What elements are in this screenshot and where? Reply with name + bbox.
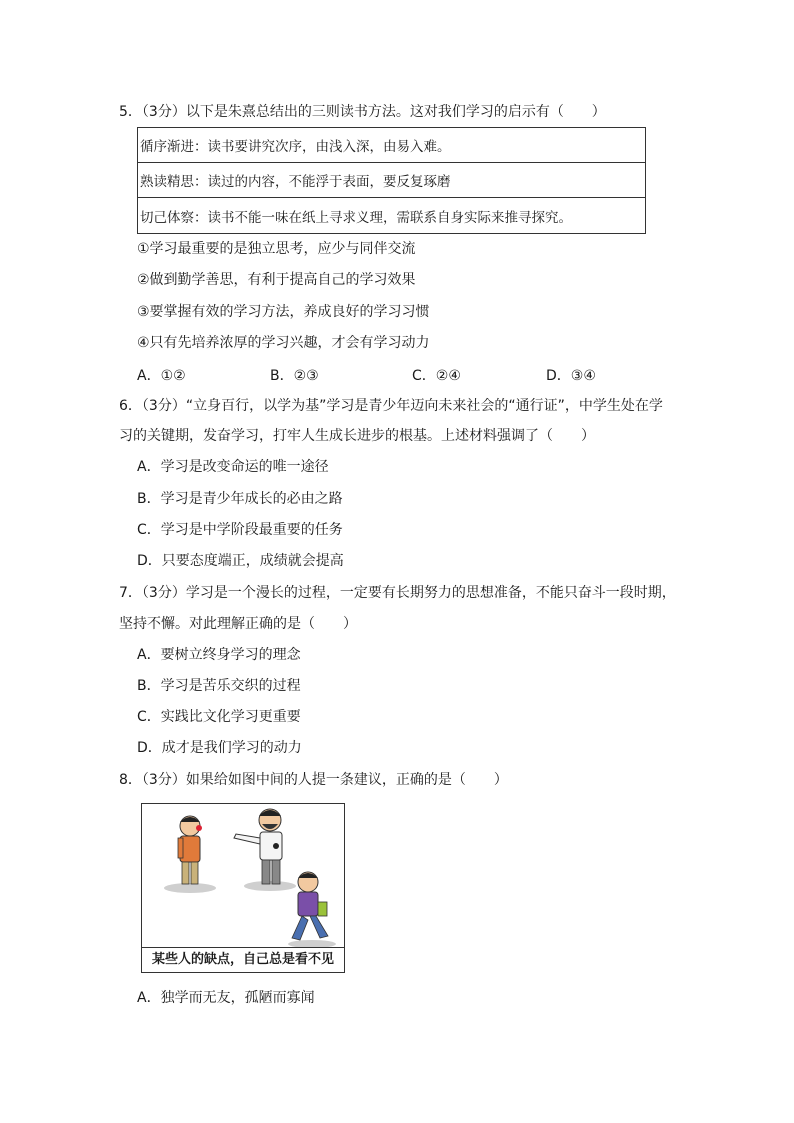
table-row: 熟读精思：读过的内容，不能浮于表面，要反复琢磨 [138, 163, 645, 198]
q5-option-d[interactable]: D．③④ [546, 368, 596, 384]
q7-stem-line1: 7．（3分）学习是一个漫长的过程，一定要有长期努力的思想准备，不能只奋斗一段时期， [119, 585, 676, 601]
q5-option-c[interactable]: C．②④ [412, 368, 461, 384]
q8-stem: 8．（3分）如果给如图中间的人提一条建议，正确的是（ ） [119, 772, 508, 788]
q5-stem: 5．（3分）以下是朱熹总结出的三则读书方法。这对我们学习的启示有（ ） [119, 104, 606, 120]
q5-item-1: ①学习最重要的是独立思考，应少与同伴交流 [137, 241, 416, 257]
table-row: 循序渐进：读书要讲究次序，由浅入深，由易入难。 [138, 128, 645, 163]
q6-option-b[interactable]: B．学习是青少年成长的必由之路 [137, 491, 343, 507]
q5-reading-methods-table [137, 127, 646, 234]
cartoon-caption: 某些人的缺点，自己总是看不见 [142, 947, 344, 972]
q5-option-a[interactable]: A．①② [137, 368, 186, 384]
q8-cartoon-image [141, 803, 345, 973]
q7-option-a[interactable]: A．要树立终身学习的理念 [137, 647, 301, 663]
q5-item-3: ③要掌握有效的学习方法，养成良好的学习习惯 [137, 304, 430, 320]
cartoon-illustration [142, 804, 344, 948]
q6-option-c[interactable]: C．学习是中学阶段最重要的任务 [137, 522, 343, 538]
q6-stem-line2: 习的关键期，发奋学习，打牢人生成长进步的根基。上述材料强调了（ ） [119, 428, 595, 444]
q8-option-a[interactable]: A．独学而无友，孤陋而寡闻 [137, 990, 315, 1006]
q6-stem-line1: 6．（3分）“立身百行，以学为基”学习是青少年迈向未来社会的“通行证”，中学生处在学 [119, 398, 663, 414]
q5-item-2: ②做到勤学善思，有利于提高自己的学习效果 [137, 272, 416, 288]
q6-option-d[interactable]: D．只要态度端正，成绩就会提高 [137, 553, 344, 569]
q7-stem-line2: 坚持不懈。对此理解正确的是（ ） [119, 616, 357, 632]
table-row: 切己体察：读书不能一味在纸上寻求义理，需联系自身实际来推寻探究。 [140, 209, 572, 226]
q5-item-4: ④只有先培养浓厚的学习兴趣，才会有学习动力 [137, 335, 430, 351]
q6-option-a[interactable]: A．学习是改变命运的唯一途径 [137, 459, 329, 475]
q7-option-b[interactable]: B．学习是苦乐交织的过程 [137, 678, 301, 694]
q5-option-b[interactable]: B．②③ [270, 368, 319, 384]
q7-option-d[interactable]: D．成才是我们学习的动力 [137, 740, 302, 756]
q7-option-c[interactable]: C．实践比文化学习更重要 [137, 709, 301, 725]
